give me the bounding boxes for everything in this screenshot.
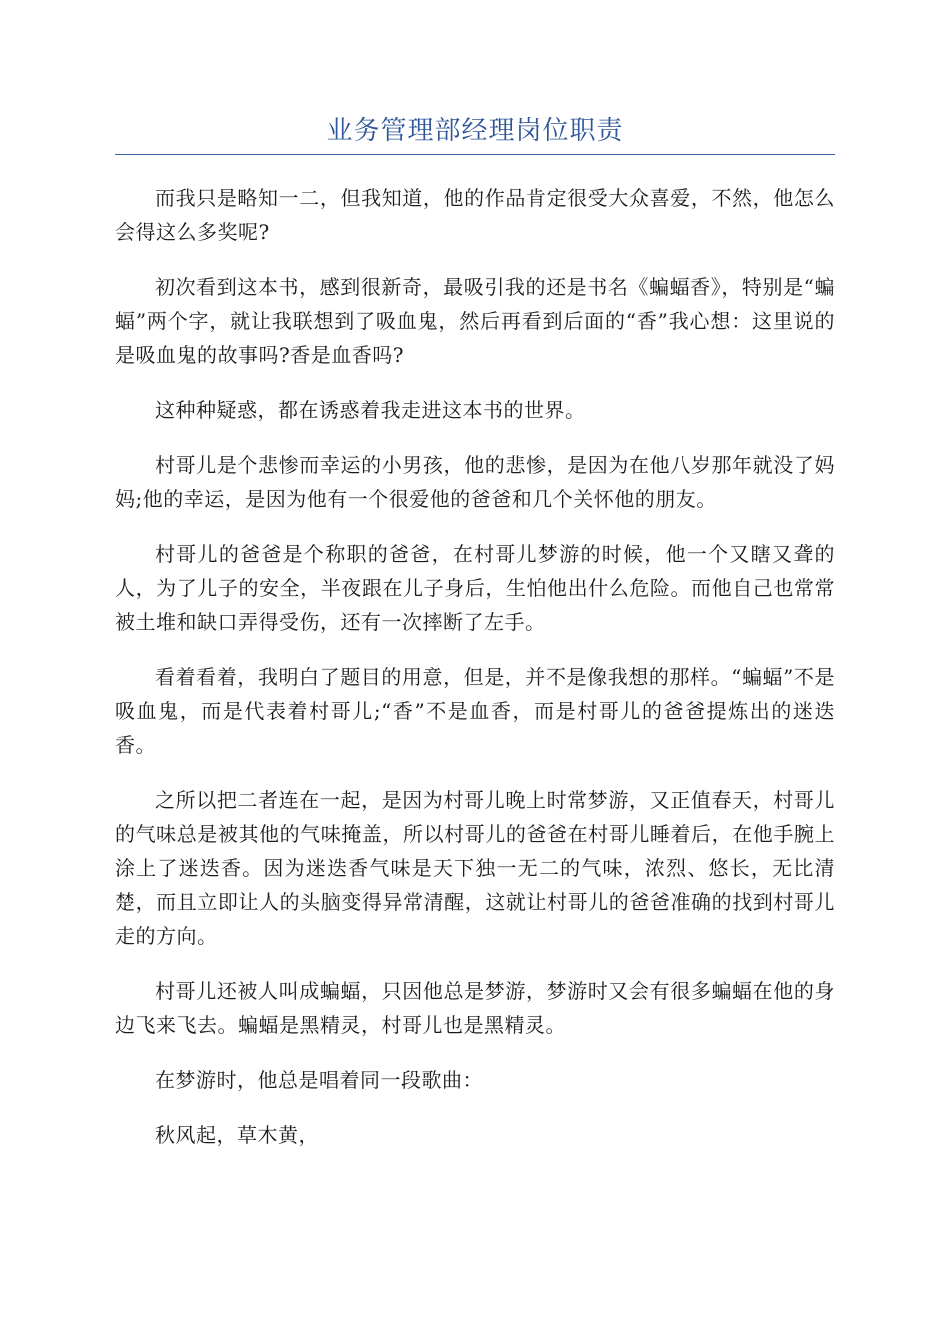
- paragraph: 村哥儿是个悲惨而幸运的小男孩，他的悲惨，是因为在他八岁那年就没了妈妈;他的幸运，是因为他有一个很爱他的爸爸和几个关怀他的朋友。: [115, 453, 835, 511]
- paragraph: 而我只是略知一二，但我知道，他的作品肯定很受大众喜爱，不然，他怎么会得这么多奖呢?: [115, 186, 835, 244]
- paragraph: 在梦游时，他总是唱着同一段歌曲：: [155, 1068, 483, 1092]
- paragraph: 初次看到这本书，感到很新奇，最吸引我的还是书名《蝙蝠香》，特别是“蝙蝠”两个字，就让我联想到了吸血鬼，然后再看到后面的“香”我心想：这里说的是吸血鬼的故事吗?香是血香吗?: [115, 275, 835, 367]
- paragraph: 之所以把二者连在一起，是因为村哥儿晚上时常梦游，又正值春天，村哥儿的气味总是被其他的气味掩盖，所以村哥儿的爸爸在村哥儿睡着后，在他手腕上涂上了迷迭香。因为迷迭香气味是天下独一无二的气味，浓烈、悠长，无比清楚，而且立即让人的头脑变得异常清醒，这就让村哥儿的爸爸准确的找到村哥儿走的方向。: [115, 788, 835, 948]
- paragraph: 看着看着，我明白了题目的用意，但是，并不是像我想的那样。“蝙蝠”不是吸血鬼，而是代表着村哥儿;“香”不是血香，而是村哥儿的爸爸提炼出的迷迭香。: [115, 665, 835, 757]
- title-underline: [115, 154, 835, 155]
- document-body: [115, 181, 835, 1152]
- paragraph: 这种种疑惑，都在诱惑着我走进这本书的世界。: [155, 398, 586, 422]
- paragraph: 村哥儿还被人叫成蝙蝠，只因他总是梦游，梦游时又会有很多蝙蝠在他的身边飞来飞去。蝙蝠是黑精灵，村哥儿也是黑精灵。: [115, 979, 835, 1037]
- document-title: 业务管理部经理岗位职责: [326, 116, 624, 146]
- paragraph: 村哥儿的爸爸是个称职的爸爸，在村哥儿梦游的时候，他一个又瞎又聋的人，为了儿子的安全，半夜跟在儿子身后，生怕他出什么危险。而他自己也常常被土堆和缺口弄得受伤，还有一次摔断了左手。: [115, 542, 835, 634]
- paragraph: 秋风起，草木黄，: [155, 1123, 319, 1147]
- document-page: [115, 0, 835, 1173]
